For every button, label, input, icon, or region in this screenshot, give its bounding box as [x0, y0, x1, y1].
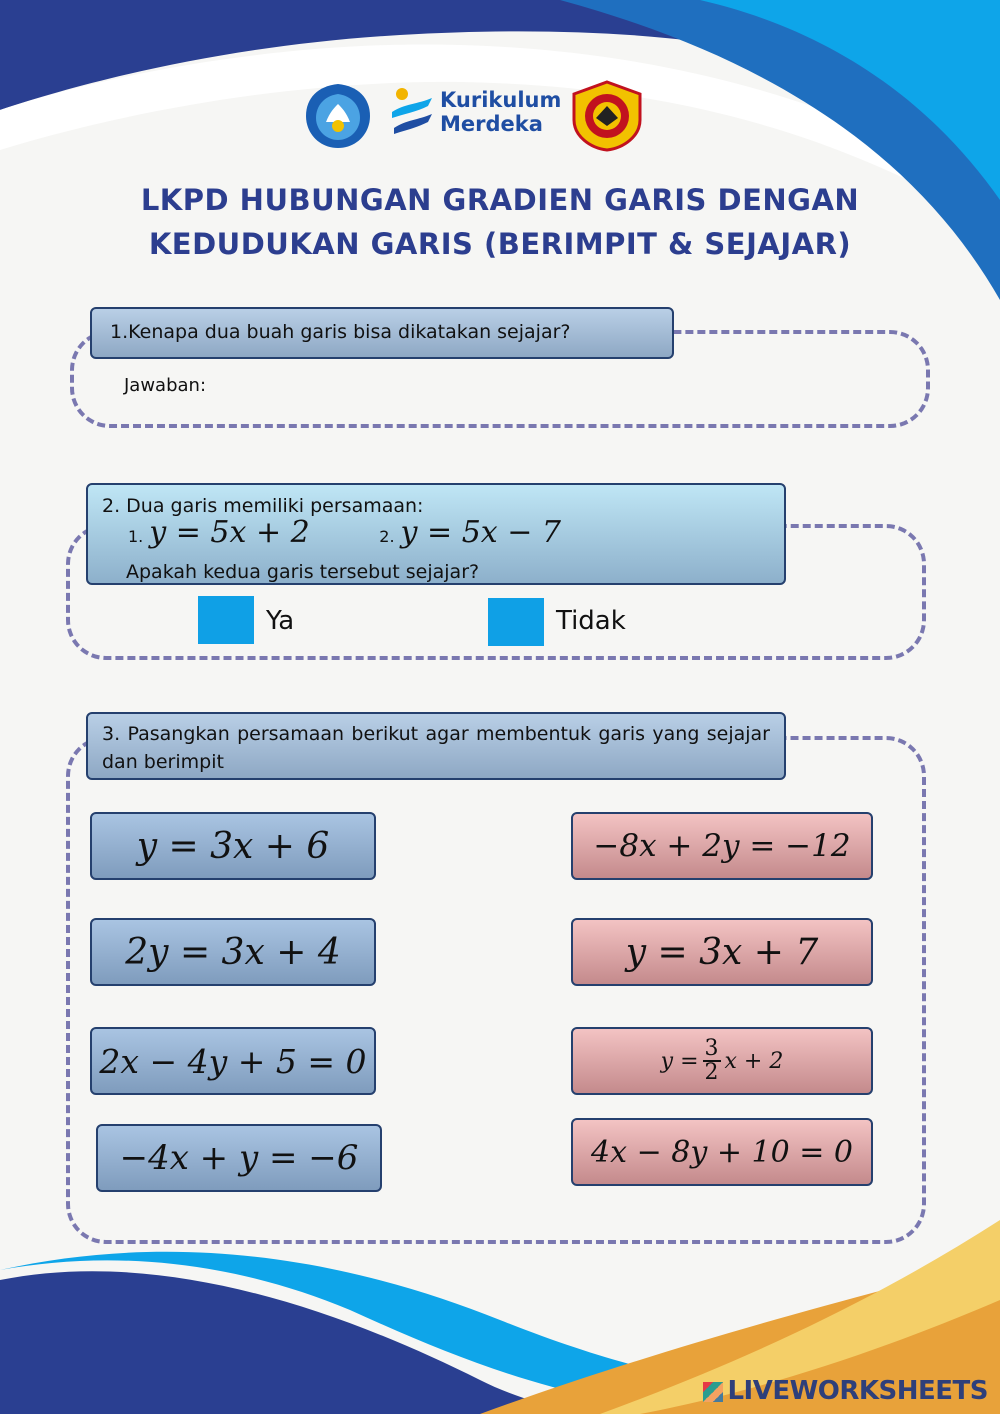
left-equation-1-text: y = 3x + 6: [136, 825, 330, 867]
liveworksheets-text: LIVEWORKSHEETS: [727, 1376, 988, 1406]
tut-wuri-handayani-logo: [302, 82, 374, 150]
question2-box: [86, 483, 786, 585]
left-equation-4-text: −4x + y = −6: [119, 1138, 359, 1178]
right-equation-2-text: y = 3x + 7: [625, 931, 819, 973]
university-logo: [568, 80, 646, 152]
right-equation-3-tail: x + 2: [724, 1048, 784, 1074]
equation2: y = 5x − 7: [400, 515, 561, 550]
equation1: y = 5x + 2: [149, 515, 310, 550]
right-equation-2[interactable]: [571, 918, 873, 986]
checkbox-no[interactable]: [488, 598, 544, 646]
left-equation-1[interactable]: [90, 812, 376, 880]
brand-name-line2: Merdeka: [440, 112, 543, 136]
brand-name-line1: Kurikulum: [440, 88, 562, 112]
right-equation-1[interactable]: [571, 812, 873, 880]
title-line1: LKPD HUBUNGAN GRADIEN GARIS DENGAN: [140, 183, 860, 217]
fraction-denominator: 2: [704, 1060, 719, 1085]
question2-intro: 2. Dua garis memiliki persamaan:: [102, 495, 424, 517]
brand-name: [440, 88, 561, 136]
question2-prompt: Apakah kedua garis tersebut sejajar?: [126, 561, 480, 583]
right-equation-3[interactable]: [571, 1027, 873, 1095]
title-line2: KEDUDUKAN GARIS (BERIMPIT & SEJAJAR): [148, 227, 852, 261]
liveworksheets-brand: [703, 1376, 988, 1406]
right-equation-4-text: 4x − 8y + 10 = 0: [591, 1134, 853, 1170]
option-yes-label: Ya: [266, 606, 295, 636]
left-equation-2[interactable]: [90, 918, 376, 986]
question1-box: [90, 307, 674, 359]
kurikulum-merdeka-icon: [388, 84, 436, 146]
question1-text: 1.Kenapa dua buah garis bisa dikatakan sejajar?: [110, 321, 571, 343]
right-equation-3-text: y =: [660, 1048, 699, 1074]
answer-input[interactable]: [230, 366, 890, 406]
question2-equations: [128, 515, 561, 550]
right-equation-4[interactable]: [571, 1118, 873, 1186]
equation2-number: 2.: [379, 527, 395, 546]
right-equation-1-text: −8x + 2y = −12: [593, 828, 851, 864]
logo-row: [300, 78, 650, 153]
answer-label: Jawaban:: [124, 375, 207, 396]
checkbox-yes[interactable]: [198, 596, 254, 644]
fraction-numerator: 3: [704, 1036, 719, 1061]
left-equation-4[interactable]: [96, 1124, 382, 1192]
option-no-label: Tidak: [556, 606, 626, 636]
left-equation-3-text: 2x − 4y + 5 = 0: [99, 1041, 367, 1081]
fraction: [703, 1038, 721, 1084]
question3-text: 3. Pasangkan persamaan berikut agar membentuk garis yang sejajar dan berimpit: [102, 723, 770, 773]
question3-box: [86, 712, 786, 780]
left-equation-2-text: 2y = 3x + 4: [125, 931, 341, 973]
liveworksheets-icon: [703, 1382, 723, 1402]
page-title: [100, 178, 900, 266]
left-equation-3[interactable]: [90, 1027, 376, 1095]
equation1-number: 1.: [128, 527, 144, 546]
